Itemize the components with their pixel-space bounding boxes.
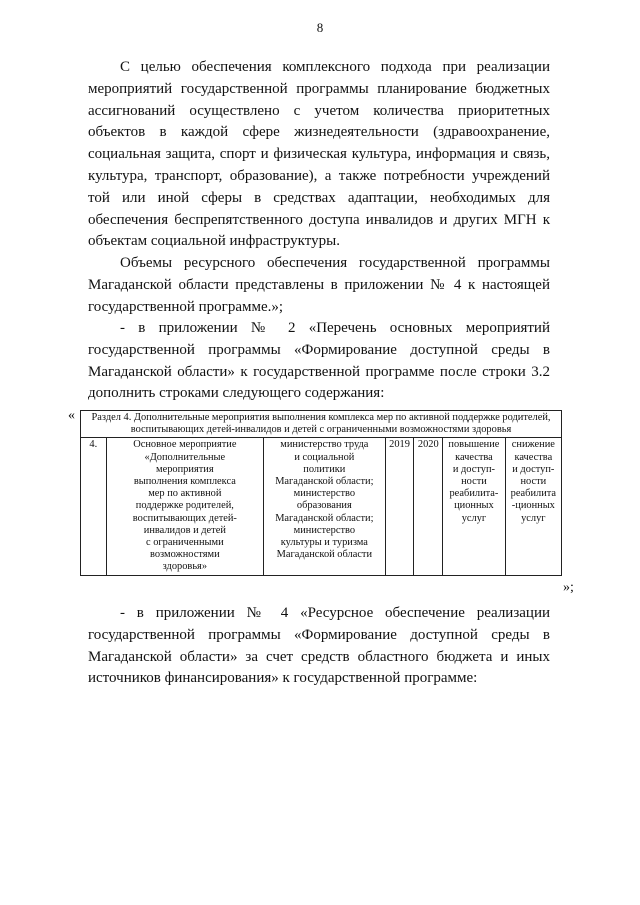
cell-line: услуг [461, 512, 487, 524]
cell-line: повышение [448, 439, 500, 451]
cell-line: реабилита- [449, 488, 499, 500]
cell-line: и социальной [294, 451, 355, 463]
cell-line: инвалидов и детей [143, 524, 226, 536]
cell-line: политики [303, 463, 346, 475]
cell-line: поддержке родителей, [135, 500, 234, 512]
cell-line: ности [520, 476, 547, 488]
cell-line: ности [461, 476, 487, 488]
cell-line: Магаданской области [276, 549, 373, 561]
cell-year-end: 2020 [414, 438, 443, 575]
cell-result-2 [505, 438, 561, 575]
cell-line: и доступ- [452, 463, 495, 475]
cell-line: качества [514, 451, 553, 463]
cell-executors [264, 438, 386, 575]
cell-line: снижение [511, 439, 555, 451]
cell-line: реабилита [510, 488, 557, 500]
cell-line: выполнения комплекса [133, 476, 236, 488]
table-row [81, 438, 562, 575]
paragraph-3 [88, 318, 550, 405]
table-section-row [81, 411, 562, 438]
cell-line: -ционных [511, 500, 555, 512]
cell-line: и доступ- [512, 463, 555, 475]
cell-line: услуг [521, 512, 546, 524]
paragraph-1 [88, 57, 550, 253]
paragraph-4 [88, 603, 550, 690]
cell-line: Магаданской области; [275, 512, 374, 524]
paragraph-2-text: Объемы ресурсного обеспечения государственной программы Магаданской области представлены в приложении № 4 к настоящей государственной программе.»; [88, 255, 550, 315]
paragraph-3-text: - в приложении № 2 «Перечень основных мероприятий государственной программы «Формирование доступной среды в Магаданской области» к государственной программе после строки 3.2 дополнить строками следующего содержания: [88, 320, 550, 402]
paragraph-1-text: С целью обеспечения комплексного подхода при реализации мероприятий государственной программы планирование бюджетных ассигнований осуществлено с учетом количества приоритетных объектов в каждой сфере жизнедеятельности (здравоохранение, социальная защита, спорт и физическая культура, информация и связь, культура, транспорт, образование), а также потребности учреждений той или иной сферы в средствах адаптации, необходимых для обеспечения беспрепятственного доступа инвалидов и других МГН к объектам социальной инфраструктуры. [88, 59, 550, 250]
cell-result-1 [443, 438, 505, 575]
paragraph-4-text: - в приложении № 4 «Ресурсное обеспечение реализации государственной программы «Формирование доступной среды в Магаданской области» за счет средств областного бюджета и иных источников финансирования» к государственной программе: [88, 605, 550, 687]
cell-line: воспитывающих детей- [132, 512, 237, 524]
cell-line: «Дополнительные [144, 451, 226, 463]
quote-open: « [68, 408, 75, 423]
page-number: 8 [316, 20, 324, 35]
cell-line: мероприятия [156, 463, 214, 475]
cell-line: культуры и туризма [280, 537, 368, 549]
quote-close: »; [563, 580, 574, 595]
cell-line: возможностями [150, 549, 220, 561]
cell-line: образования [296, 500, 352, 512]
paragraph-2 [88, 253, 550, 318]
section-title: Раздел 4. Дополнительные мероприятия выполнения комплекса мер по активной поддержке родителей, воспитывающих детей-инвалидов и детей с ограниченными возможностями здоровья [81, 411, 562, 438]
cell-line: здоровья» [162, 561, 208, 573]
cell-line: ционных [454, 500, 494, 512]
cell-line: Магаданской области; [275, 476, 374, 488]
cell-line: качества [455, 451, 493, 463]
cell-line: мер по активной [148, 488, 222, 500]
cell-number: 4. [81, 438, 107, 575]
cell-line: с ограниченными [146, 537, 224, 549]
cell-line: министерство [293, 488, 356, 500]
measures-table [80, 410, 562, 576]
cell-measure-name [106, 438, 263, 575]
cell-line: Основное мероприятие [133, 439, 237, 451]
cell-year-start: 2019 [385, 438, 414, 575]
cell-line: министерство [293, 524, 356, 536]
cell-line: министерство труда [280, 439, 369, 451]
